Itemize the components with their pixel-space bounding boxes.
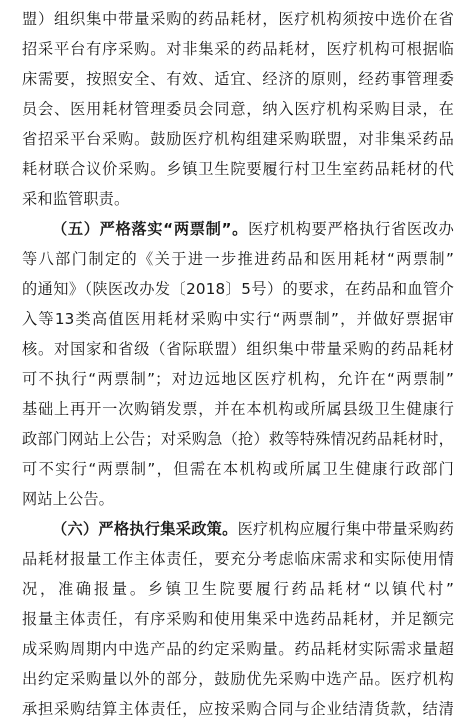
section-5-heading: （五）严格落实“两票制”。: [52, 220, 249, 238]
paragraph-3-line-5: 成采购周期内中选产品的约定采购量。药品耗材实际需求量超: [22, 640, 454, 658]
section-6-heading: （六）严格执行集采政策。: [52, 520, 238, 538]
paragraph-3-line-1: 医疗机构应履行集中带量采购药: [237, 520, 454, 538]
paragraph-3-first-line: [52, 514, 454, 544]
paragraph-1-line-3: 床需要，按照安全、有效、适宜、经济的原则，经药事管理委: [22, 70, 454, 88]
paragraph-2-line-4: 入等13类高值医用耗材采购中实行“两票制”，并做好票据审: [22, 310, 454, 328]
paragraph-2-line-9: 可不实行“两票制”，但需在本机构或所属卫生健康行政部门: [22, 460, 454, 478]
paragraph-2-line-10: 网站上公告。: [22, 490, 115, 508]
paragraph-3-line-2: 品耗材报量工作主体责任，要充分考虑临床需求和实际使用情: [22, 550, 454, 568]
paragraph-2-line-8: 政部门网站上公告；对采购急（抢）救等特殊情况药品耗材时，: [22, 430, 454, 448]
paragraph-1-line-2: 招采平台有序采购。对非集采的药品耗材，医疗机构可根据临: [22, 40, 454, 58]
paragraph-2-first-line: [52, 214, 454, 244]
paragraph-1-line-5: 省招采平台采购。鼓励医疗机构组建采购联盟，对非集采药品: [22, 130, 454, 148]
paragraph-2-line-1: 医疗机构要严格执行省医改办: [248, 220, 454, 238]
paragraph-1-line-1: 盟）组织集中带量采购的药品耗材，医疗机构须按中选价在省: [22, 10, 454, 28]
paragraph-1-line-4: 员会、医用耗材管理委员会同意，纳入医疗机构采购目录，在: [22, 100, 454, 118]
paragraph-2-line-5: 核。对国家和省级（省际联盟）组织集中带量采购的药品耗材: [22, 340, 454, 358]
paragraph-1-line-7: 采和监管职责。: [22, 190, 130, 208]
paragraph-2-line-3: 的通知》（陕医改办发〔2018〕5号）的要求，在药品和血管介: [22, 280, 454, 298]
paragraph-2-line-7: 基础上再开一次购销发票，并在本机构或所属县级卫生健康行: [22, 400, 454, 418]
paragraph-3-line-6: 出约定采购量以外的部分，鼓励优先采购中选产品。医疗机构: [22, 670, 454, 688]
paragraph-2-line-2: 等八部门制定的《关于进一步推进药品和医用耗材“两票制”: [22, 250, 454, 268]
paragraph-3-line-7: 承担采购结算主体责任，应按采购合同与企业结清货款，结清: [22, 700, 454, 718]
paragraph-2-line-6: 可不执行“两票制”；对边远地区医疗机构，允许在“两票制”: [22, 370, 454, 388]
paragraph-3-line-3: 况，准确报量。乡镇卫生院要履行药品耗材“以镇代村”: [22, 580, 454, 598]
paragraph-3-line-4: 报量主体责任，有序采购和使用集采中选药品耗材，并足额完: [22, 610, 454, 628]
paragraph-1-line-6: 耗材联合议价采购。乡镇卫生院要履行村卫生室药品耗材的代: [22, 160, 454, 178]
